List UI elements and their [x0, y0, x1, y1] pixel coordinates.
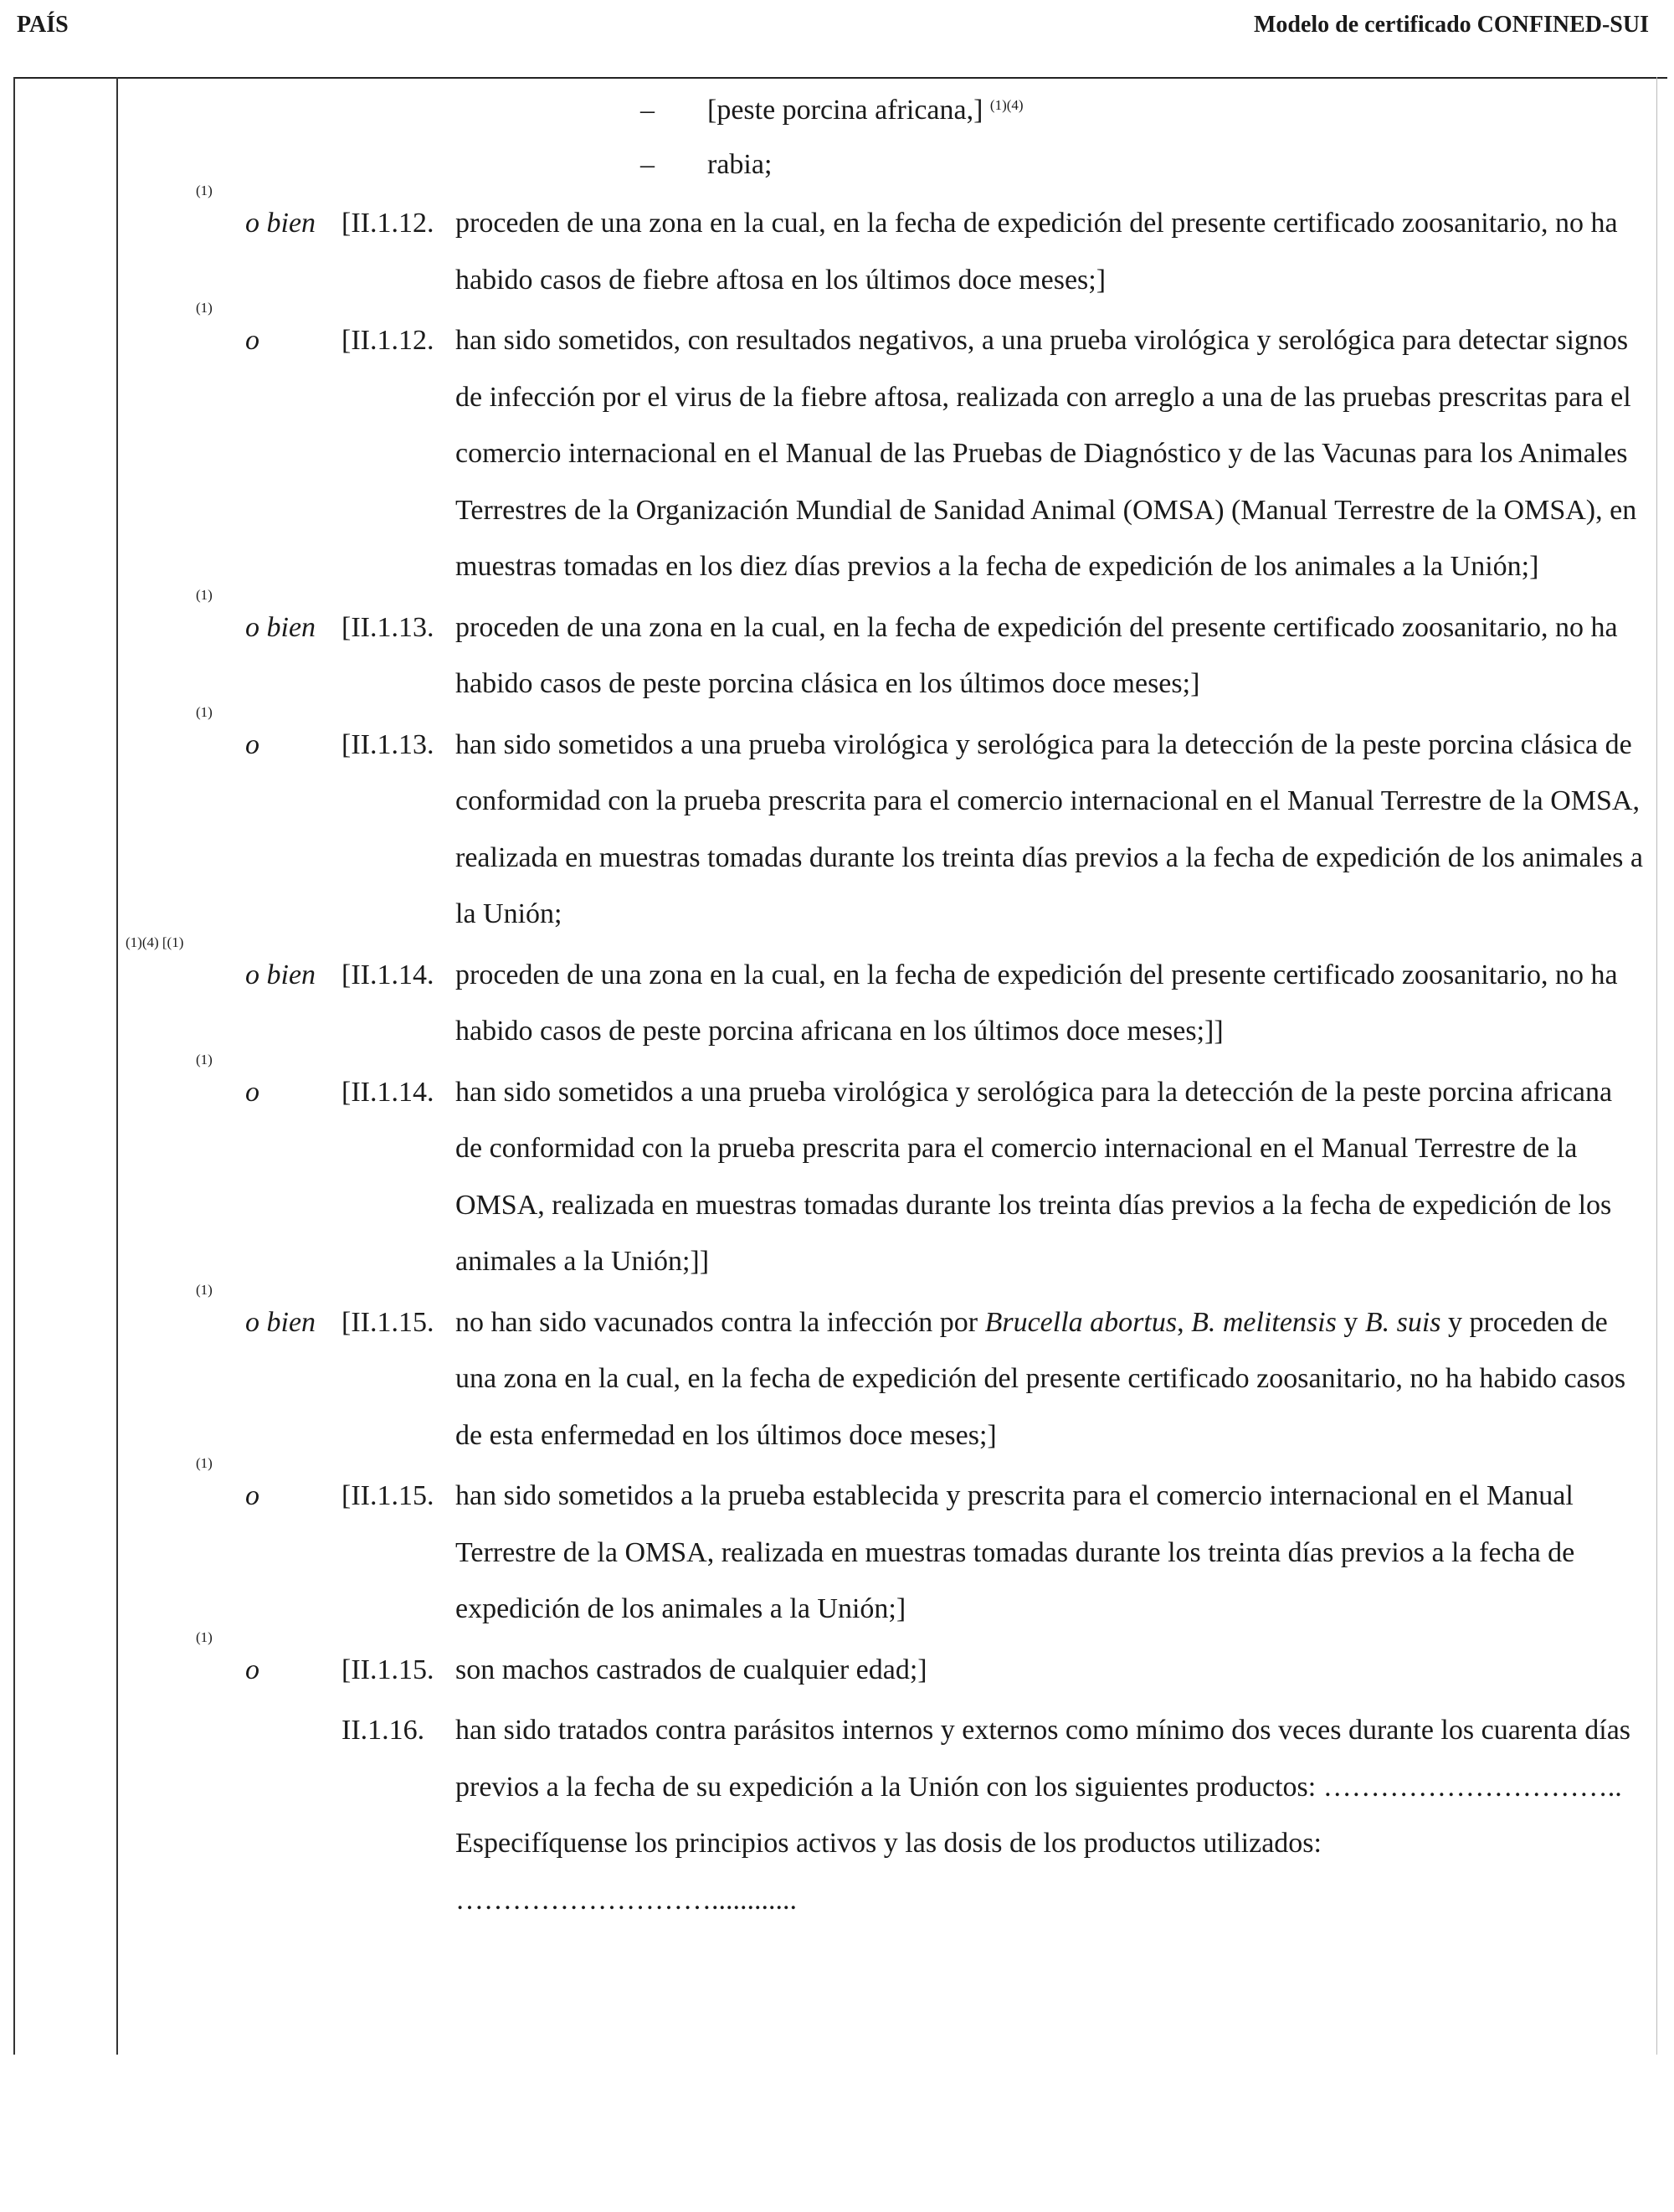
clause-number: [II.1.13.	[341, 611, 434, 643]
clause-ii-1-15-or-test	[0, 1455, 1674, 1638]
clause-marker: o	[245, 1480, 259, 1511]
clause-text: han sido sometidos, con resultados negativos, a una prueba virológica y serológica para detectar signos de infección por el virus de la fiebre aftosa, realizada con arreglo a una de las pruebas prescritas para el comercio internacional en el Manual de las Pruebas de Diagnóstico y de las Vacunas para los Animales Terrestres de la Organización Mundial de Sanidad Animal (OMSA) (Manual Terrestre de la OMSA), en muestras tomadas en los diez días previos a la fecha de expedición de los animales a la Unión;]	[455, 325, 1637, 582]
clause-text: han sido sometidos a la prueba establecida y prescrita para el comercio internacional en el Manual Terrestre de la OMSA, realizada en muestras tomadas durante los treinta días previos a la fecha de expedición de los animales a la Unión;]	[455, 1480, 1575, 1624]
clause-marker: o bien	[245, 611, 316, 643]
clause-ii-1-14-either	[0, 934, 1674, 1060]
header-certificate-model: Modelo de certificado CONFINED-SUI	[1253, 12, 1649, 38]
clause-text: han sido tratados contra parásitos internos y externos como mínimo dos veces durante los cuarenta días previos a la fecha de su expedición a la Unión con los siguientes productos: ………………………….. Especifíquense los principios activos y las dosis de los productos utilizados: ………………………............	[455, 1715, 1631, 1916]
clause-number: [II.1.12.	[341, 325, 434, 356]
footnote-ref: (1)	[196, 1051, 213, 1067]
clause-ii-1-12-either	[0, 183, 1674, 308]
clause-number: [II.1.14.	[341, 959, 434, 990]
clause-number: II.1.16.	[341, 1715, 425, 1746]
dash-item-asf	[0, 82, 1674, 136]
clause-text: han sido sometidos a una prueba virológica y serológica para la detección de la peste porcina clásica de conformidad con la prueba prescrita para el comercio internacional en el Manual Terrestre de la OMSA, realizada en muestras tomadas durante los treinta días previos a la fecha de expedición de los animales a la Unión;	[455, 728, 1643, 929]
dash-item-rabies	[0, 136, 1674, 191]
clause-number: [II.1.15.	[341, 1654, 434, 1685]
clause-ii-1-16	[0, 1702, 1674, 1928]
clause-marker: o bien	[245, 208, 316, 239]
clause-text: han sido sometidos a una prueba virológica y serológica para la detección de la peste porcina africana de conformidad con la prueba prescrita para el comercio internacional en el Manual Terrestre de la OMSA, realizada en muestras tomadas durante los treinta días previos a la fecha de expedición de los animales a la Unión;]]	[455, 1076, 1613, 1277]
footnote-ref: (1)	[196, 1455, 213, 1471]
header-country: PAÍS	[17, 12, 69, 38]
clause-number: [II.1.15.	[341, 1480, 434, 1511]
clause-marker: o bien	[245, 1306, 316, 1338]
clause-ii-1-13-either	[0, 586, 1674, 712]
clause-number: [II.1.12.	[341, 208, 434, 239]
footnote-ref: (1)	[196, 300, 213, 316]
clause-number: [II.1.15.	[341, 1306, 434, 1338]
clause-ii-1-15-either	[0, 1281, 1674, 1464]
footnote-ref: (1)	[196, 183, 213, 198]
clause-ii-1-12-or	[0, 300, 1674, 595]
certificate-body	[0, 82, 1674, 1928]
footnote-ref: (1)(4) [(1)	[126, 934, 184, 950]
clause-marker: o	[245, 1076, 259, 1108]
dash-item-text: rabia;	[707, 149, 773, 180]
clause-text: proceden de una zona en la cual, en la fecha de expedición del presente certificado zoosanitario, no ha habido casos de peste porcina africana en los últimos doce meses;]]	[455, 959, 1618, 1047]
dash-bullet: –	[640, 95, 655, 126]
species-name: B. suis	[1364, 1306, 1441, 1338]
dash-bullet: –	[640, 149, 655, 180]
clause-marker: o	[245, 325, 259, 356]
clause-marker: o bien	[245, 959, 316, 990]
clause-text: proceden de una zona en la cual, en la fecha de expedición del presente certificado zoosanitario, no ha habido casos de peste porcina clásica en los últimos doce meses;]	[455, 611, 1618, 699]
header-rule	[13, 77, 1667, 79]
clause-ii-1-13-or	[0, 703, 1674, 943]
dash-item-text: [peste porcina africana,] $^{(1)(4)}$	[707, 95, 1024, 126]
clause-number: [II.1.14.	[341, 1076, 434, 1108]
clause-number: [II.1.13.	[341, 728, 434, 760]
clause-marker: o	[245, 1654, 259, 1685]
clause-ii-1-14-or	[0, 1051, 1674, 1290]
footnote-ref: (1)	[196, 703, 213, 720]
clause-text: son machos castrados de cualquier edad;]	[455, 1654, 927, 1685]
clause-ii-1-15-or-castrated	[0, 1628, 1674, 1699]
clause-marker: o	[245, 728, 259, 760]
footnote-ref: (1)	[196, 1628, 213, 1645]
clause-text: no han sido vacunados contra la infección por Brucella abortus, B. melitensis y B. suis y proceden de una zona en la cual, en la fecha de expedición del presente certificado zoosanitario, no ha habido casos de esta enfermedad en los últimos doce meses;]	[455, 1306, 1626, 1451]
footnote-ref: (1)(4)	[989, 97, 1024, 113]
footnote-ref: (1)	[196, 1281, 213, 1298]
species-name: Brucella abortus	[984, 1306, 1178, 1338]
species-name: B. melitensis	[1191, 1306, 1337, 1338]
footnote-ref: (1)	[196, 586, 213, 603]
clause-text: proceden de una zona en la cual, en la fecha de expedición del presente certificado zoosanitario, no ha habido casos de fiebre aftosa en los últimos doce meses;]	[455, 208, 1618, 296]
